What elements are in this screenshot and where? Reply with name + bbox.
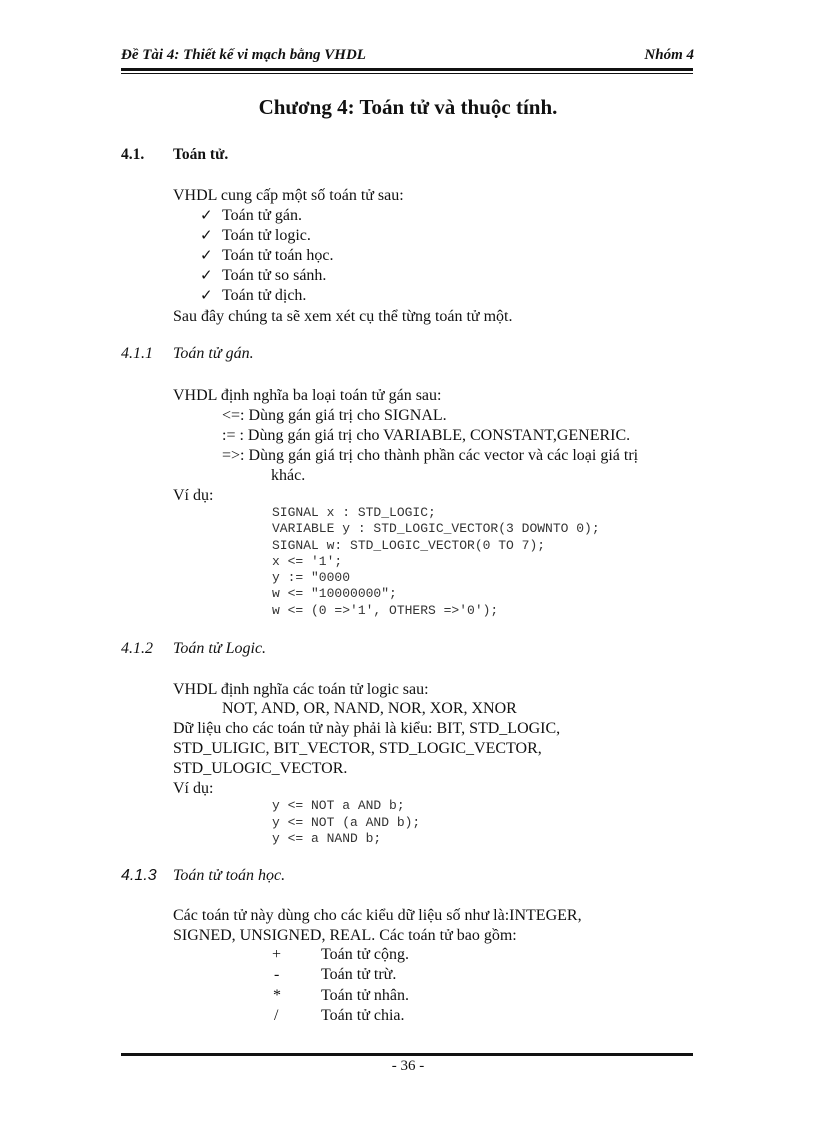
paragraph-line: Các toán tử này dùng cho các kiểu dữ liệu số như là:INTEGER,	[173, 907, 582, 924]
example-label: Ví dụ:	[173, 487, 214, 504]
paragraph-line: Dữ liệu cho các toán tử này phải là kiểu: BIT, STD_LOGIC,	[173, 720, 561, 737]
operator-symbol: +	[272, 946, 282, 963]
header-rule-thin	[121, 73, 693, 74]
list-item	[200, 266, 213, 286]
running-header-group: Nhóm 4	[644, 47, 694, 63]
page-number: - 36 -	[391, 1058, 425, 1074]
subsection-title: Toán tử Logic.	[173, 640, 267, 657]
list-item	[200, 226, 213, 246]
paragraph-line: STD_ULIGIC, BIT_VECTOR, STD_LOGIC_VECTOR,	[173, 740, 542, 757]
operator-description: Toán tử trừ.	[321, 966, 397, 983]
assignment-item-continuation: khác.	[271, 467, 306, 484]
list-item	[200, 246, 213, 266]
section-outro: Sau đây chúng ta sẽ xem xét cụ thể từng toán tử một.	[173, 308, 513, 325]
code-line: w <= (0 =>'1', OTHERS =>'0');	[272, 603, 499, 618]
operator-symbol: *	[273, 987, 281, 1004]
list-item-label: Toán tử toán học.	[222, 247, 334, 264]
code-line: SIGNAL x : STD_LOGIC;	[272, 505, 436, 520]
code-line: y <= a NAND b;	[272, 831, 382, 846]
list-item	[200, 286, 213, 306]
list-item-label: Toán tử so sánh.	[222, 267, 327, 284]
subsection-title: Toán tử toán học.	[173, 867, 286, 884]
code-line: y := "0000	[272, 570, 351, 585]
subsection-number: 4.1.1	[121, 345, 153, 362]
assignment-item: =>: Dùng gán giá trị cho thành phần các vector và các loại giá trị	[222, 447, 639, 464]
section-title: Toán tử.	[173, 146, 229, 163]
assignment-item: <=: Dùng gán giá trị cho SIGNAL.	[222, 407, 447, 424]
footer-rule	[121, 1053, 693, 1056]
section-intro: VHDL cung cấp một số toán tử sau:	[173, 187, 404, 204]
code-line: SIGNAL w: STD_LOGIC_VECTOR(0 TO 7);	[272, 538, 546, 553]
operator-symbol: -	[274, 966, 280, 983]
code-line: VARIABLE y : STD_LOGIC_VECTOR(3 DOWNTO 0);	[272, 521, 600, 536]
operator-description: Toán tử cộng.	[321, 946, 409, 963]
check-icon: ✓	[200, 288, 213, 304]
example-label: Ví dụ:	[173, 780, 214, 797]
operator-description: Toán tử chia.	[321, 1007, 405, 1024]
check-icon: ✓	[200, 248, 213, 264]
code-line: w <= "10000000";	[272, 586, 397, 601]
list-item-label: Toán tử gán.	[222, 207, 302, 224]
operator-description: Toán tử nhân.	[321, 987, 409, 1004]
header-rule-thick	[121, 68, 693, 71]
operator-symbol: /	[274, 1007, 279, 1024]
paragraph: VHDL định nghĩa các toán tử logic sau:	[173, 681, 429, 698]
list-item-label: Toán tử logic.	[222, 227, 311, 244]
paragraph-line: SIGNED, UNSIGNED, REAL. Các toán tử bao gồm:	[173, 927, 517, 944]
code-line: x <= '1';	[272, 554, 343, 569]
list-item	[200, 206, 213, 226]
paragraph: VHDL định nghĩa ba loại toán tử gán sau:	[173, 387, 442, 404]
logic-operators: NOT, AND, OR, NAND, NOR, XOR, XNOR	[222, 700, 517, 717]
assignment-item: := : Dùng gán giá trị cho VARIABLE, CONSTANT,GENERIC.	[222, 427, 631, 444]
running-header-title: Đề Tài 4: Thiết kế vi mạch bằng VHDL	[121, 47, 366, 63]
chapter-title: Chương 4: Toán tử và thuộc tính.	[258, 95, 558, 119]
check-icon: ✓	[200, 268, 213, 284]
subsection-number: 4.1.2	[121, 640, 153, 657]
check-icon: ✓	[200, 228, 213, 244]
section-number: 4.1.	[121, 146, 145, 163]
code-line: y <= NOT (a AND b);	[272, 815, 421, 830]
subsection-number: 4.1.3	[121, 867, 157, 884]
code-line: y <= NOT a AND b;	[272, 798, 405, 813]
paragraph-line: STD_ULOGIC_VECTOR.	[173, 760, 348, 777]
list-item-label: Toán tử dịch.	[222, 287, 307, 304]
subsection-title: Toán tử gán.	[173, 345, 254, 362]
check-icon: ✓	[200, 208, 213, 224]
